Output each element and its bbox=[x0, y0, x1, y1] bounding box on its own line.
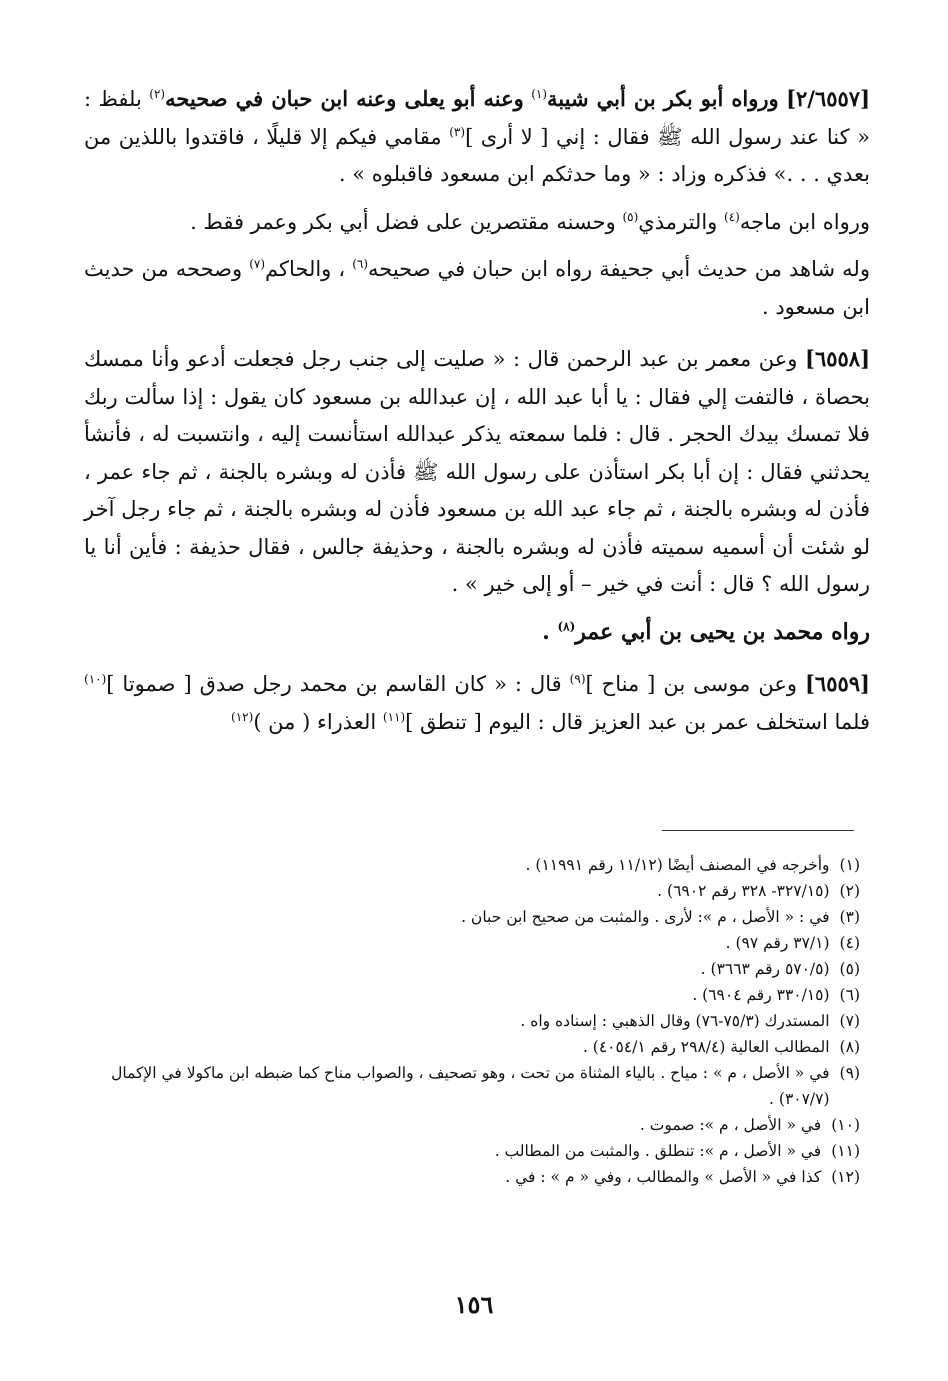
footnote-text: في « الأصل ، م » : مياح . بالياء المثناة من تحت ، وهو تصحيف ، والصواب مناح كما ضبطه ابن ماكولا في الإكمال (٣٠٧/٧) . bbox=[111, 1064, 830, 1108]
text-segment: العذراء ( من ) bbox=[253, 709, 377, 734]
text-segment: وحسنه مقتصرين على فضل أبي بكر وعمر فقط . bbox=[190, 209, 616, 234]
page-number: ١٥٦ bbox=[454, 1290, 494, 1319]
footnote-item bbox=[84, 1060, 860, 1112]
footnote-item bbox=[84, 878, 860, 904]
footnote-text: المطالب العالية (٢٩٨/٤ رقم ٤٠٥٤/١) . bbox=[582, 1038, 830, 1056]
footnote-item bbox=[84, 852, 860, 878]
footnote-number: (١) bbox=[839, 856, 860, 874]
footnote-number: (٤) bbox=[839, 934, 860, 952]
footnote-item bbox=[84, 930, 860, 956]
paragraph-narration bbox=[84, 614, 870, 652]
footnote-number: (١٢) bbox=[831, 1168, 860, 1186]
text-segment: قال : « كان القاسم بن محمد رجل صدق [ صموتا ] bbox=[106, 672, 562, 696]
ref-6557: [٢/٦٥٥٧] bbox=[786, 86, 871, 111]
text-segment: وعن موسى بن [ مناح ] bbox=[585, 672, 797, 696]
footnote-number: (٥) bbox=[839, 960, 860, 978]
paragraph-shahid bbox=[84, 251, 870, 326]
text-segment: وعن معمر بن عبد الرحمن قال : « صليت إلى جنب رجل فجعلت أدعو وأنا ممسك بحصاة ، فالتفت إلي فقال : يا أبا عبد الله ، إن عبدالله بن مسعود كان يقول : إذا سألت ربك فلا تمسك بيدك الحجر . قال : فلما سمعته يذكر عبدالله استأنست إليه ، وانتسبت له ، فأنشأ يحدثني فقال : إن أبا بكر استأذن على رسول الله ﷺ فأذن له وبشره بالجنة ، ثم جاء عمر ، فأذن له وبشره بالجنة ، ثم جاء عبد الله بن مسعود فأذن له وبشره بالجنة ، ثم جاء رجل آخر لو شئت أن أسميه سميته فأذن له وبشره بالجنة ، وحذيفة جالس ، فقال حذيفة : فأين أنا يا رسول الله ؟ قال : أنت في خير – أو إلى خير » . bbox=[84, 347, 870, 596]
footnote-number: (٣) bbox=[839, 908, 860, 926]
footnotes bbox=[84, 852, 860, 1190]
note-ref-7[interactable]: (٧) bbox=[249, 257, 266, 271]
footnote-divider bbox=[662, 830, 854, 831]
note-ref-6[interactable]: (٦) bbox=[352, 257, 369, 271]
text-segment: والترمذي bbox=[638, 209, 718, 234]
footnote-text: في « الأصل ، م »: صموت . bbox=[639, 1116, 822, 1134]
footnote-text: في : « الأصل ، م »: لأرى . والمثبت من صحيح ابن حبان . bbox=[461, 908, 830, 926]
footnote-number: (٨) bbox=[839, 1038, 860, 1056]
note-ref-5[interactable]: (٥) bbox=[622, 209, 639, 224]
note-ref-8[interactable]: (٨) bbox=[557, 619, 576, 634]
footnote-text: (٣٧/١ رقم ٩٧) . bbox=[725, 934, 830, 952]
main-text bbox=[84, 80, 870, 741]
footnote-number: (٦) bbox=[839, 986, 860, 1004]
text-segment: ورواه ابن ماجه bbox=[739, 209, 870, 234]
paragraph-6558 bbox=[84, 340, 870, 604]
ref-6559: [٦٥٥٩] bbox=[804, 671, 870, 696]
footnote-text: كذا في « الأصل » والمطالب ، وفي « م » : في . bbox=[505, 1168, 822, 1186]
note-ref-12[interactable]: (١٢) bbox=[231, 709, 254, 724]
footnote-item bbox=[84, 904, 860, 930]
text-segment: وصححه من حديث ابن مسعود . bbox=[84, 257, 870, 319]
note-ref-2[interactable]: (٢) bbox=[149, 87, 166, 101]
text-segment: وله شاهد من حديث أبي جحيفة رواه ابن حبان في صحيحه bbox=[368, 257, 870, 281]
footnote-text: (٣٢٧/١٥- ٣٢٨ رقم ٦٩٠٢) . bbox=[657, 882, 830, 900]
note-ref-10[interactable]: (١٠) bbox=[84, 672, 107, 686]
note-ref-4[interactable]: (٤) bbox=[724, 209, 740, 224]
text-segment: مقامي فيكم إلا قليلًا ، فاقتدوا باللذين من بعدي . . .» فذكره وزاد : « وما حدثكم ابن مسعود فاقبلوه » . bbox=[84, 124, 870, 186]
footnote-text: المستدرك (٧٥/٣-٧٦) وقال الذهبي : إسناده واه . bbox=[520, 1012, 830, 1030]
bold-lead: ورواه أبو بكر بن أبي شيبة bbox=[547, 86, 779, 111]
footnote-item bbox=[84, 982, 860, 1008]
paragraph-6557 bbox=[84, 80, 870, 194]
note-ref-1[interactable]: (١) bbox=[531, 87, 548, 101]
footnote-number: (٢) bbox=[839, 882, 860, 900]
footnote-item bbox=[84, 1008, 860, 1034]
ref-6558: [٦٥٥٨] bbox=[805, 346, 870, 371]
footnote-text: (٣٣٠/١٥ رقم ٦٩٠٤) . bbox=[692, 986, 830, 1004]
footnote-item bbox=[84, 1034, 860, 1060]
paragraph-6559 bbox=[84, 665, 870, 741]
text-segment: . bbox=[542, 618, 550, 645]
narration-heading: رواه محمد بن يحيى بن أبي عمر bbox=[575, 618, 870, 645]
text-segment: بلفظ : « كنا عند رسول الله ﷺ فقال : إني [ لا أرى ] bbox=[84, 87, 870, 149]
note-ref-11[interactable]: (١١) bbox=[382, 709, 406, 724]
text-segment: ، والحاكم bbox=[265, 257, 346, 281]
footnote-text: في « الأصل ، م »: تنطلق . والمثبت من المطالب . bbox=[494, 1142, 822, 1160]
footnote-number: (٧) bbox=[839, 1012, 860, 1030]
footnote-text: وأخرجه في المصنف أيضًا (١١/١٢ رقم ١١٩٩١) . bbox=[525, 856, 830, 874]
footnote-number: (١١) bbox=[831, 1142, 860, 1160]
footnote-item bbox=[84, 1138, 860, 1164]
footnote-number: (١٠) bbox=[831, 1116, 860, 1134]
footnote-number: (٩) bbox=[839, 1064, 860, 1082]
paragraph-ibn-majah bbox=[84, 204, 870, 242]
bold-lead-2: وعنه أبو يعلى وعنه ابن حبان في صحيحه bbox=[165, 86, 524, 111]
footnote-text: (٥٧٠/٥ رقم ٣٦٦٣) . bbox=[700, 960, 830, 978]
text-segment: فلما استخلف عمر بن عبد العزيز قال : اليوم [ تنطق ] bbox=[405, 709, 870, 734]
footnote-item bbox=[84, 956, 860, 982]
note-ref-9[interactable]: (٩) bbox=[569, 672, 586, 686]
footnote-item bbox=[84, 1164, 860, 1190]
footnote-item bbox=[84, 1112, 860, 1138]
note-ref-3[interactable]: (٣) bbox=[449, 124, 466, 139]
